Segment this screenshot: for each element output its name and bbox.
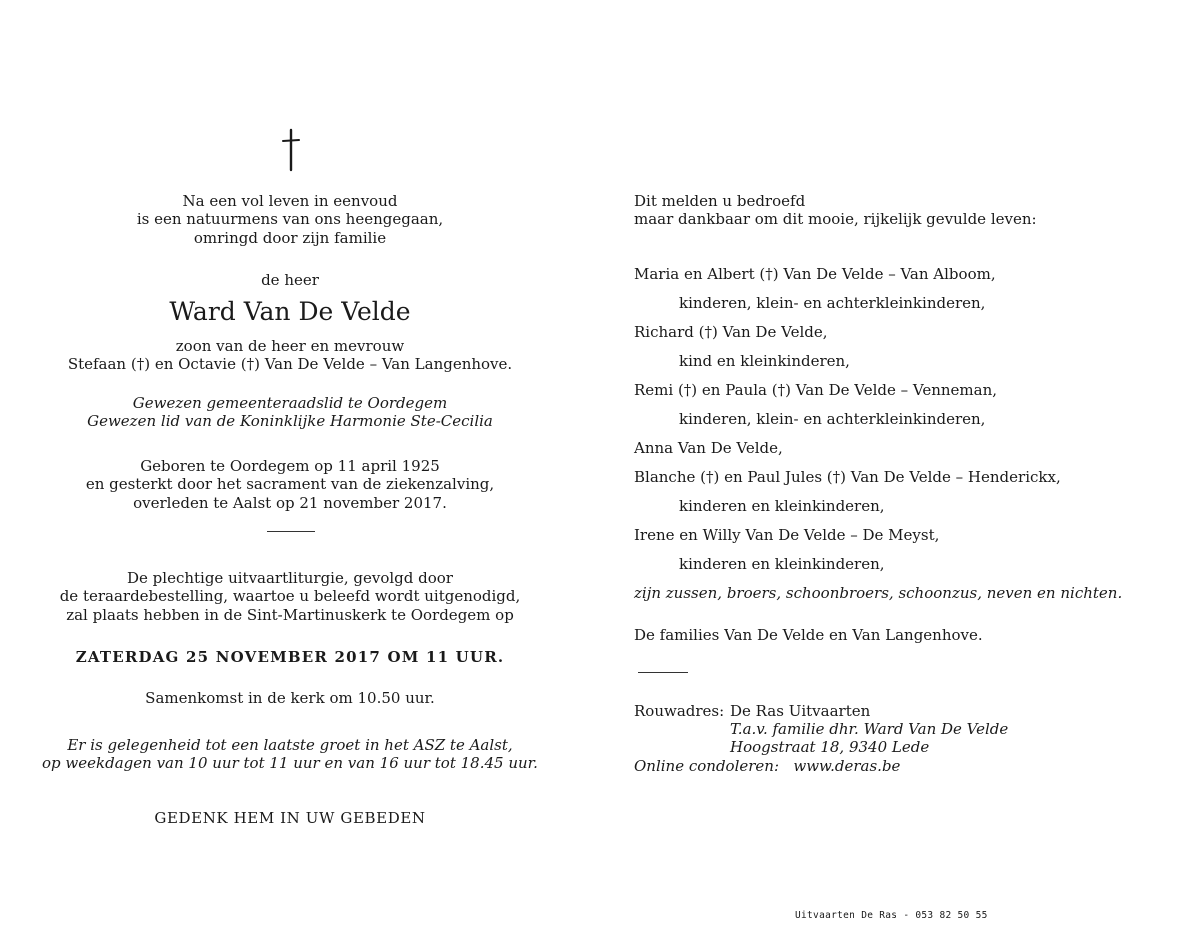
intro-text: Na een vol leven in eenvoud is een natuurmens van ons heengegaan, omringd door zijn familie xyxy=(136,192,444,247)
family-line: kinderen en kleinkinderen, xyxy=(679,555,885,573)
family-line: Remi (†) en Paula (†) Van De Velde – Venneman, xyxy=(634,381,998,399)
family-line: kinderen, klein- en achterkleinkinderen, xyxy=(679,410,986,428)
divider-left xyxy=(267,531,315,532)
address-line-2: T.a.v. familie dhr. Ward Van De Velde xyxy=(730,720,1009,738)
deceased-name: Ward Van De Velde xyxy=(169,297,411,326)
families-line: De families Van De Velde en Van Langenhove. xyxy=(634,626,983,644)
roles-text: Gewezen gemeenteraadslid te Oordegem Gewezen lid van de Koninklijke Harmonie Ste-Cecilia xyxy=(87,394,493,431)
family-line: Blanche (†) en Paul Jules (†) Van De Velde – Henderickx, xyxy=(634,468,1061,486)
family-line: Maria en Albert (†) Van De Velde – Van Alboom, xyxy=(634,265,996,283)
online-url[interactable]: www.deras.be xyxy=(793,757,901,775)
ceremony-date: ZATERDAG 25 NOVEMBER 2017 OM 11 UUR. xyxy=(75,648,505,666)
footer-text: Uitvaarten De Ras - 053 82 50 55 xyxy=(795,910,988,921)
family-line: Richard (†) Van De Velde, xyxy=(634,323,828,341)
closing-text: GEDENK HEM IN UW GEBEDEN xyxy=(154,809,426,827)
address-line-3: Hoogstraat 18, 9340 Lede xyxy=(730,738,930,756)
honorific: de heer xyxy=(261,271,319,289)
parents-text: zoon van de heer en mevrouw Stefaan (†) en Octavie (†) Van De Velde – Van Langenhove. xyxy=(67,337,513,374)
address-line-1: De Ras Uitvaarten xyxy=(730,702,871,720)
farewell-text: Er is gelegenheid tot een laatste groet in het ASZ te Aalst, op weekdagen van 10 uur tot 11 uur en van 16 uur tot 18.45 uur. xyxy=(42,736,538,773)
family-line: zijn zussen, broers, schoonbroers, schoonzus, neven en nichten. xyxy=(634,584,1123,602)
right-intro: Dit melden u bedroefd maar dankbaar om dit mooie, rijkelijk gevulde leven: xyxy=(634,192,1037,229)
family-line: Anna Van De Velde, xyxy=(634,439,783,457)
ceremony-text: De plechtige uitvaartliturgie, gevolgd door de teraardebestelling, waartoe u beleefd wordt uitgenodigd, zal plaats hebben in de Sint-Martinuskerk te Oordegem op xyxy=(59,569,521,624)
address-label: Rouwadres: xyxy=(634,702,725,720)
life-text: Geboren te Oordegem op 11 april 1925 en gesterkt door het sacrament van de ziekenzalving, overleden te Aalst op 21 november 2017. xyxy=(85,457,495,512)
family-line: kinderen en kleinkinderen, xyxy=(679,497,885,515)
family-line: Irene en Willy Van De Velde – De Meyst, xyxy=(634,526,940,544)
family-line: kinderen, klein- en achterkleinkinderen, xyxy=(679,294,986,312)
family-line: kind en kleinkinderen, xyxy=(679,352,850,370)
online-condolence xyxy=(634,757,900,775)
divider-right xyxy=(638,672,688,673)
cross-icon xyxy=(276,128,306,172)
online-label: Online condoleren: xyxy=(634,757,780,775)
gathering-text: Samenkomst in de kerk om 10.50 uur. xyxy=(145,689,435,707)
